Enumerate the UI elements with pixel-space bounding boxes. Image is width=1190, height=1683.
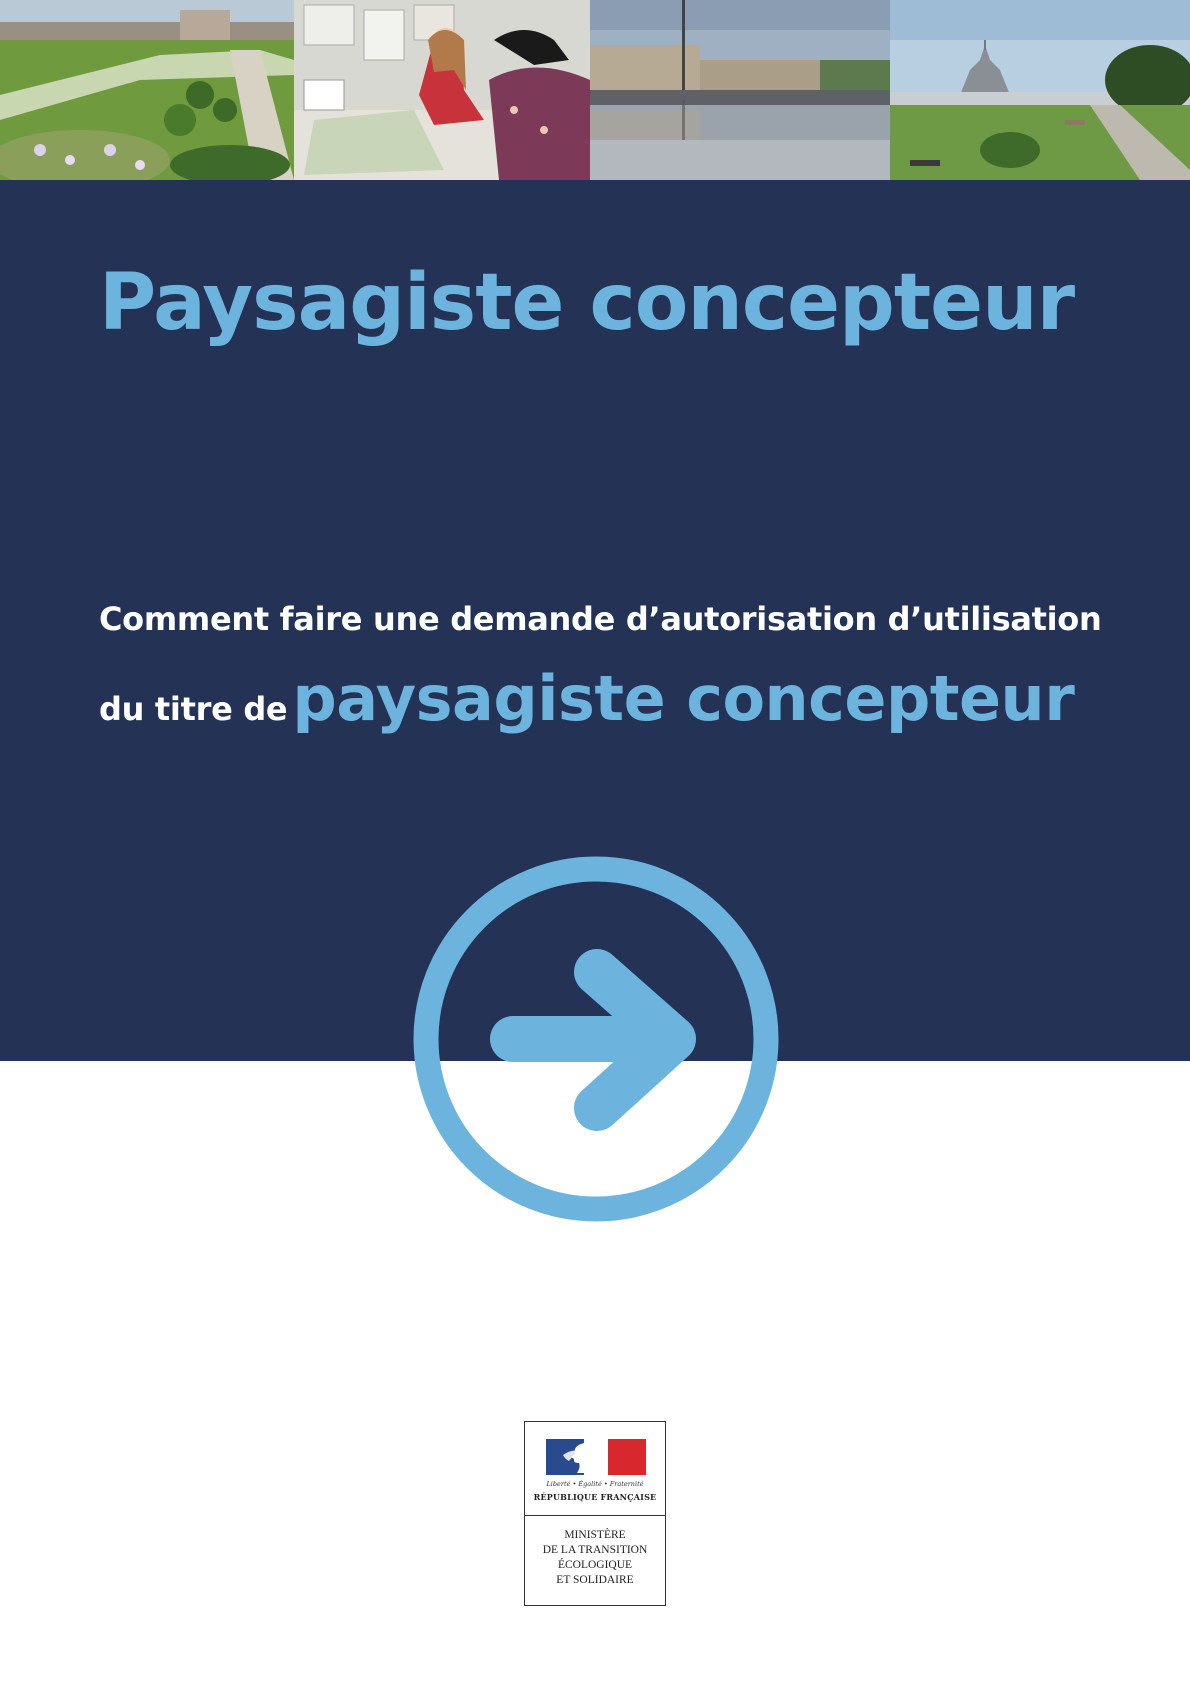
header-photo-strip: [0, 0, 1190, 180]
ministry-line: ET SOLIDAIRE: [556, 1574, 634, 1586]
park-landscape-photo: [0, 0, 294, 180]
ministry-line: ÉCOLOGIQUE: [557, 1559, 633, 1571]
ministry-name: [525, 1516, 665, 1588]
circle-arrow-right-icon: [413, 856, 779, 1222]
marianne-profile-icon: [559, 1441, 599, 1473]
page-title: Paysagiste concepteur: [99, 258, 1075, 348]
ministry-line: MINISTÈRE: [564, 1529, 626, 1541]
subtitle-line-2: [99, 662, 1074, 735]
subtitle-emphasis: paysagiste concepteur: [292, 662, 1075, 735]
republic-motto: Liberté • Égalité • Fraternité: [546, 1480, 644, 1488]
ministry-line: DE LA TRANSITION: [542, 1544, 648, 1556]
water-mirror-square-photo: [590, 0, 890, 180]
subtitle-prefix: du titre de: [99, 690, 288, 728]
marianne-logo: [525, 1422, 665, 1516]
subtitle-line-1: Comment faire une demande d’autorisation d’utilisation: [99, 600, 1102, 638]
republic-name: RÉPUBLIQUE FRANÇAISE: [533, 1492, 657, 1502]
design-studio-photo: [294, 0, 590, 180]
ministry-logo: [524, 1421, 666, 1606]
mont-saint-michel-photo: [890, 0, 1190, 180]
